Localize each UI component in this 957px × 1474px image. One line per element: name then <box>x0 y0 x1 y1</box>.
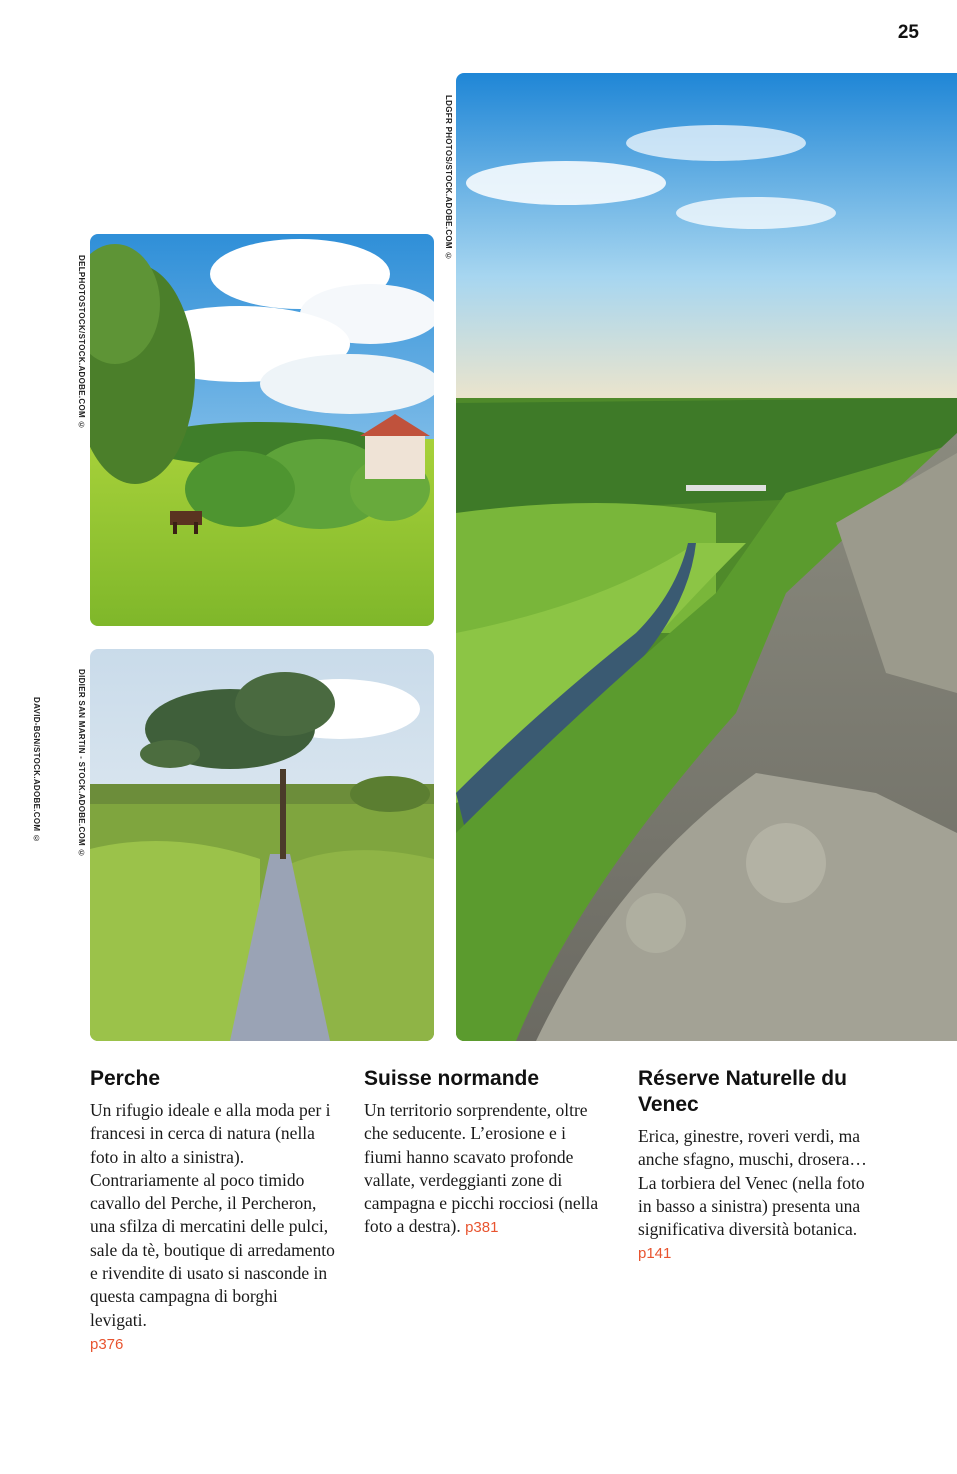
section-text: Erica, ginestre, roveri verdi, ma anche sfagno, muschi, drosera… La torbiera del Venec (nella foto in basso a sinistra) presenta una significativa diversità botanica. p141 <box>638 1126 867 1263</box>
photo-suisse-normande-valley <box>456 73 957 1041</box>
photo-credit-suisse: LDGFR PHOTOS/STOCK.ADOBE.COM © <box>444 95 453 261</box>
photo-credit-david: DAVID-BGN/STOCK.ADOBE.COM © <box>32 697 41 844</box>
photo-venec-bog <box>90 649 434 1041</box>
section-reserve-venec <box>638 1066 878 1266</box>
page-number: 25 <box>897 22 919 43</box>
photo-credit-perche: DELPHOTOSTOCK/STOCK.ADOBE.COM © <box>77 255 86 430</box>
section-title: Perche <box>90 1067 161 1090</box>
section-title: Suisse normande <box>364 1067 540 1090</box>
section-title: Réserve Naturelle du Venec <box>638 1067 847 1116</box>
page-reference-link[interactable]: p376 <box>90 1335 124 1353</box>
page-reference-link[interactable]: p141 <box>638 1245 672 1263</box>
section-perche <box>90 1066 335 1356</box>
photo-perche-meadow <box>90 234 434 626</box>
page-reference-link[interactable]: p381 <box>465 1219 499 1237</box>
section-suisse-normande <box>364 1066 604 1240</box>
section-text: Un territorio sorprendente, oltre che seducente. L’erosione e i fiumi hanno scavato profonde vallate, verdeggianti zone di campagna e picchi rocciosi (nella foto a destra). p381 <box>364 1100 599 1237</box>
photo-credit-venec: DIDIER SAN MARTIN - STOCK.ADOBE.COM © <box>77 669 86 858</box>
section-text: Un rifugio ideale e alla moda per i francesi in cerca di natura (nella foto in alto a sinistra). Contrariamente al poco timido cavallo del Perche, il Percheron, una sfilza di mercatini delle pulci, sale da tè, boutique di arredamento e rivendite di usato si nasconde in questa campagna di borghi levigati. p376 <box>90 1100 335 1353</box>
